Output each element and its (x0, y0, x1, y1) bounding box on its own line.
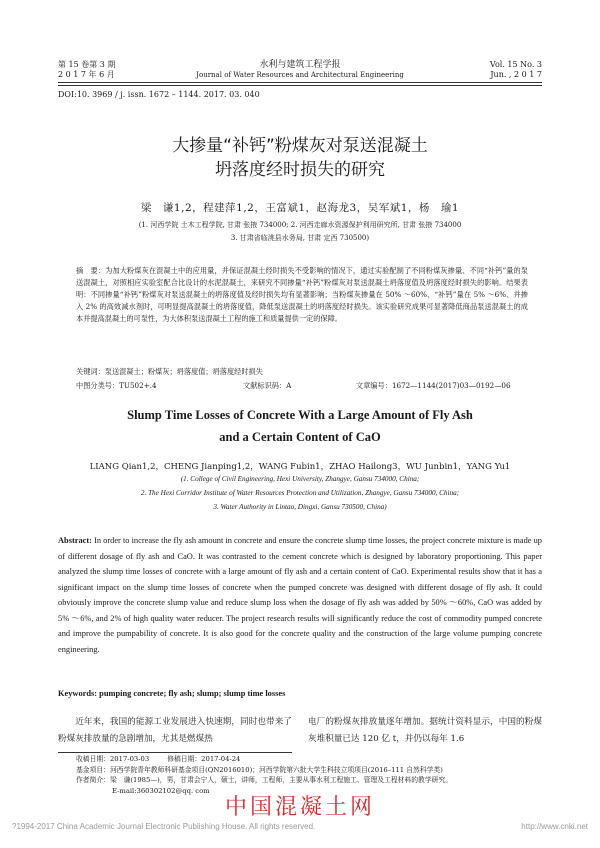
title-en-line2: and a Certain Content of CaO (219, 430, 381, 444)
keywords-en (58, 689, 542, 698)
authors-en: LIANG Qian1,2，CHENG Jianping1,2，WANG Fubin1，ZHAO Hailong3，WU Junbin1，YANG Yu1 (89, 462, 511, 472)
publication-date: 2 0 1 7 年 6 月 (58, 70, 115, 79)
doi: DOI:10. 3969 / j. issn. 1672 – 1144. 2017. 03. 040 (58, 90, 260, 99)
header-rule-thin (58, 85, 542, 86)
running-header-left (58, 60, 115, 80)
title-cn-line2: 坍落度经时损失的研究 (215, 160, 385, 180)
title-en-line1: Slump Time Losses of Concrete With a Large Amount of Fly Ash (127, 408, 473, 422)
authors-cn: 梁 谦1,2，程建萍1,2，王富斌1，赵海龙3，吴军斌1，杨 瑜1 (140, 202, 460, 214)
clc-number: 中图分类号：TU502+.4 (76, 381, 157, 390)
affiliation-en-line3: 3. Water Authority in Lintao, Dingxi, Gansu 730500, China) (213, 503, 387, 511)
copyright-notice: ?1994-2017 China Academic Journal Electronic Publishing House. All rights reserved. (12, 822, 316, 831)
page-footer (12, 822, 588, 831)
document-code: 文献标识码：A (243, 381, 292, 390)
abstract-en-label: Abstract: (58, 536, 92, 545)
body-column-right: 电厂的粉煤灰排放量逐年增加。据统计资料显示，中国的粉煤灰堆积量已达 120 亿 t，并仍以每年 1.6 (308, 717, 542, 744)
keywords-en-text: pumping concrete; fly ash; slump; slump time losses (97, 689, 286, 698)
paper-title-cn (100, 134, 500, 182)
affiliation-en-line2: 2. The Hexi Corridor Institute of Water Resources Protection and Utilization, Zhangye, Gansu 734000, China; (140, 489, 460, 497)
title-cn-line1: 大掺量“补钙”粉煤灰对泵送混凝土 (172, 136, 428, 156)
keywords-en-label: Keywords: (58, 689, 98, 698)
running-header-center (150, 60, 450, 80)
affiliation-cn-line1: (1. 河西学院 土木工程学院, 甘肃 张掖 734000; 2. 河西走廊水资源保护利用研究所, 甘肃 张掖 734000 (138, 221, 462, 229)
keywords-cn: 关键词：泵送混凝土；粉煤灰；坍落度值；坍落度经时损失 (76, 367, 263, 376)
cnki-link[interactable]: http://www.cnki.net (521, 822, 588, 831)
revised-date: 修稿日期：2017-04-24 (167, 755, 241, 763)
received-date: 收稿日期：2017-03-03 (76, 755, 150, 763)
footnote-email: E-mail:360302102@qq. com (112, 786, 210, 795)
abstract-en (58, 533, 542, 657)
affiliation-cn-line2: 3. 甘肃省临洮县水务局, 甘肃 定西 730500) (230, 234, 370, 242)
paper-title-en (60, 404, 540, 448)
journal-name-cn: 水利与建筑工程学报 (259, 60, 341, 70)
journal-name-en: Journal of Water Resources and Architectural Engineering (196, 71, 404, 79)
header-rule-thick (58, 82, 542, 83)
footnote-bio: 作者简介：梁 谦(1985—)，男，甘肃会宁人，硕士，讲师，工程师，主要从事水利工程施工、管理及工程材料的教学研究。 (76, 776, 453, 784)
footnote-dates (76, 754, 546, 765)
volume-issue: 第 15 卷第 3 期 (58, 60, 116, 69)
footnote-fund: 基金项目：河西学院青年教师科研基金项目(QN2016010)；河西学院第六批大学生科技立项项目(2016–111 自然科学类) (76, 765, 443, 774)
running-header-right (490, 60, 542, 80)
volume-issue-en: Vol. 15 No. 3 (489, 60, 542, 69)
body-column-left: 近年来，我国的能源工业发展进入快速期，同时也带来了粉煤灰排放量的急剧增加，尤其是燃煤热 (58, 717, 292, 744)
publication-date-en: Jun. , 2 0 1 7 (490, 70, 542, 79)
article-number: 文章编号：1672—1144(2017)03—0192—06 (356, 381, 511, 390)
footnote-rule (58, 752, 292, 753)
abstract-cn: 摘 要：为加大粉煤灰在混凝土中的应用量，并保证混凝土经时损失不受影响的情况下，通过实验配制了不同粉煤灰掺量、不同“补钙”量的泵送混凝土，对照相应实验室配合比设计的水泥混凝土，来研究不同掺量“补钙”粉煤灰对泵送混凝土坍落度值及坍落度经时损失的影响。结果表明：不同掺量“补钙”粉煤灰对泵送混凝土的坍落度值及经时损失均有显著影响；当粉煤灰掺量在 50% ～60%、“补钙”量在 5% ～6%、并掺入 2% 的高效减水剂时，可明显提高混凝土的坍落度值，降低泵送混凝土的坍落度经时损失。该实验研究成果可显著降低商品泵送混凝土的成本并提高混凝土的可泵性，为大体积泵送混凝土工程的施工和质量提供一定的保障。 (76, 266, 528, 323)
abstract-en-text: In order to increase the fly ash amount in concrete and ensure the concrete slump time losses, the project concrete mixture is made up of different dosage of fly ash and CaO. It was contrasted to the cement concrete which is designed by laboratory proportioning. This paper analyzed the slump time losses of concrete with a large amount of fly ash and a certain content of CaO. Experimental results show that it has a significant impact on the slump time losses of concrete when the pumped concrete was designed with different dosage of fly ash. It could obviously improve the concrete slump value and reduce slump loss when the dosage of fly ash was added by 50% ～60%, CaO was added by 5% ～6%, and 2% of high quality water reducer. The project research results will significantly reduce the cost of commodity pumped concrete and improve the pumpability of concrete. It is also good for the concrete quality and the construction of the large volume pumping concrete engineering. (58, 536, 542, 654)
affiliation-en-line1: (1. College of Civil Engineering, Hexi University, Zhangye, Gansu 734000, China; (180, 475, 420, 483)
watermark-logo: 中国混凝土网 (224, 795, 375, 820)
